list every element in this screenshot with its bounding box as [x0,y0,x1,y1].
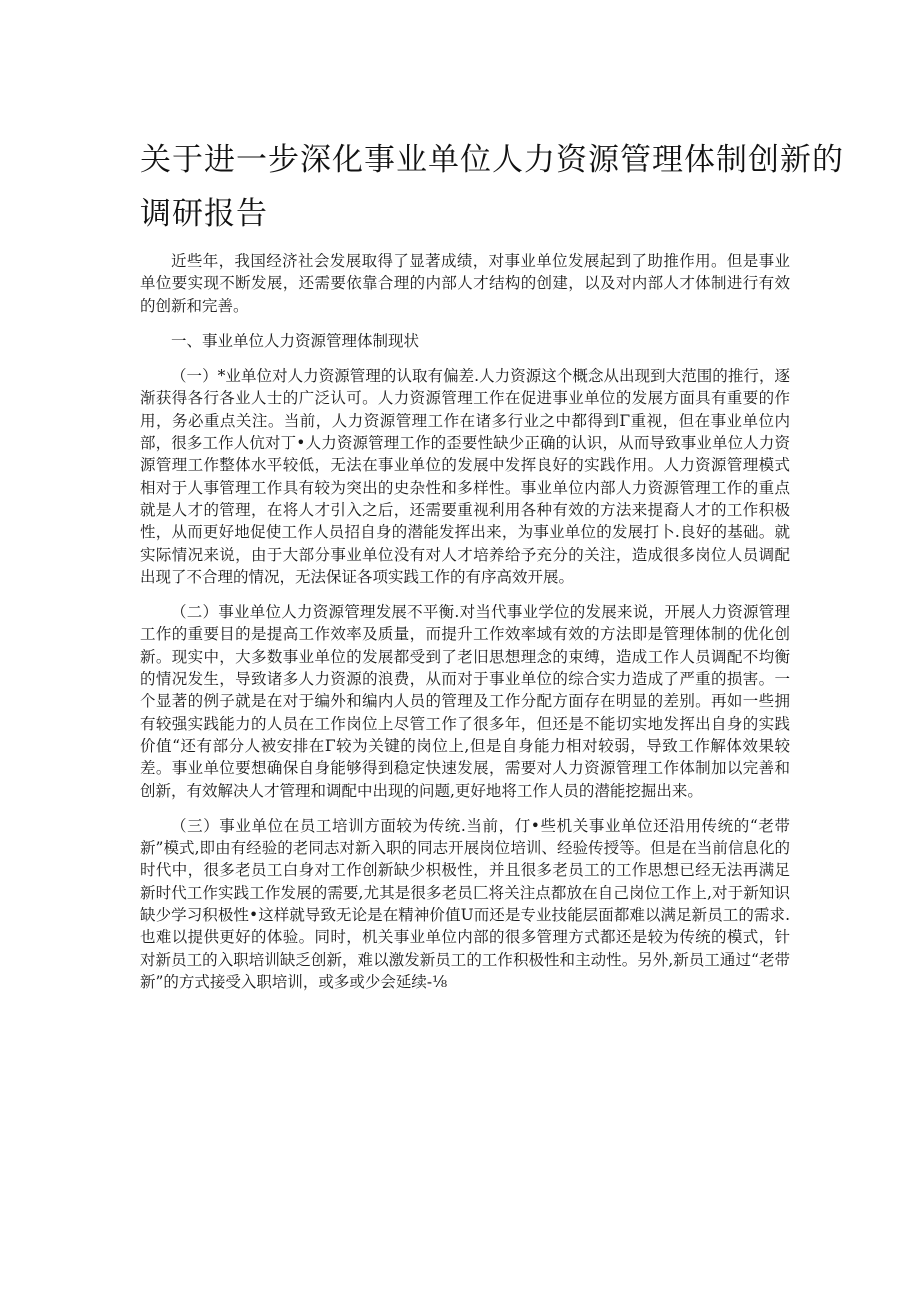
paragraph-2: （二）事业单位人力资源管理发展不平衡.对当代事业学位的发展来说，开展人力资源管理工作的重要目的是提高工作效率及质量，而提升工作效率域有效的方法即是管理体制的优化创新。现实中，大多数事业单位的发展都受到了老旧思想理念的束缚，造成工作人员调配不均衡的情况发生，导致诸多人力资源的浪费，从而对于事业单位的综合实力造成了严重的损害。一个显著的例子就是在对于编外和编内人员的管理及工作分配方面存在明显的差别。再如一些拥有较强实践能力的人员在工作岗位上尽管工作了很多年，但还是不能切实地发挥出自身的实践价值“还有部分人被安排在Γ较为关键的岗位上,但是自身能力相对较弱，导致工作解体效果较差。事业单位要想确保自身能够得到稳定快速发展，需要对人力资源管理工作体制加以完善和创新，有效解决人才管理和调配中出现的问题,更好地将工作人员的潜能挖掘出来。 [140,603,790,800]
paragraph-1: （一）*业单位对人力资源管理的认取有偏差.人力资源这个概念从出现到大范围的推行，逐渐获得各行各业人士的广泛认可。人力资源管理工作在促进事业单位的发展方面具有重要的作用，务必重点关注。当前，人力资源管理工作在诸多行业之中都得到Γ重视，但在事业单位内部，很多工作人伉对丁•人力资源管理工作的歪要性缺少正确的认识，从而导致事业单位人力资源管理工作整体水平较低，无法在事业单位的发展中发挥良好的实践作用。人力资源管理模式相对于人事管理工作具有较为突出的史杂性和多样性。事业单位内部人力资源管理工作的重点就是人才的管理，在将人才引入之后，还需要重视利用各种有效的方法来提裔人才的工作积极性，从而更好地促使工作人员招自身的潜能发挥出来，为事业单位的发展打卜.良好的基础。就实际情况来说，由于大部分事业单位没有对人才培养给予充分的关注，造成很多岗位人员调配出现了不合理的情况，无法保证各项实践工作的有序高效开展。 [140,367,790,586]
paragraph-3: （三）事业单位在员工培训方面较为传统.当前，仃•些机关事业单位还沿用传统的“老带新”模式,即由有经验的老同志对新入职的同志开展岗位培训、经验传授等。但是在当前信息化的时代中，很多老员工白身对工作创新缺少枳极性，并且很多老员工的工作思想已经无法再满足新时代工作实践工作发展的需要,尤其是很多老员匚将关注点都放在自己岗位工作上,对于新知识缺少学习积极性•这样就导致无论是在精神价值U而还是专业技能层面都难以满足新员工的需求.也难以提供更好的体验。同时，机关事业单位内部的很多管理方式都还是较为传统的模式，针对新员工的入职培训缺乏创新，难以激发新员工的工作积极性和主动性。另外,新员工通过“老带新”的方式接受入职培训，或多或少会延续-⅛ [140,816,790,991]
intro-paragraph: 近些年，我国经济社会发展取得了显著成绩，对事业单位发展起到了助推作用。但是事业单位要实现不断发展，还需要依靠合理的内部人才结构的创建，以及对内部人才体制进行有效的创新和完善。 [140,252,790,315]
document-title-line-1: 关于进一步深化事业单位人力资源管理体制创新的 [140,142,844,178]
document-body [140,250,790,993]
document-title-line-2: 调研报告 [140,196,268,232]
section-heading: 一、事业单位人力资源管理体制现状 [171,331,420,350]
